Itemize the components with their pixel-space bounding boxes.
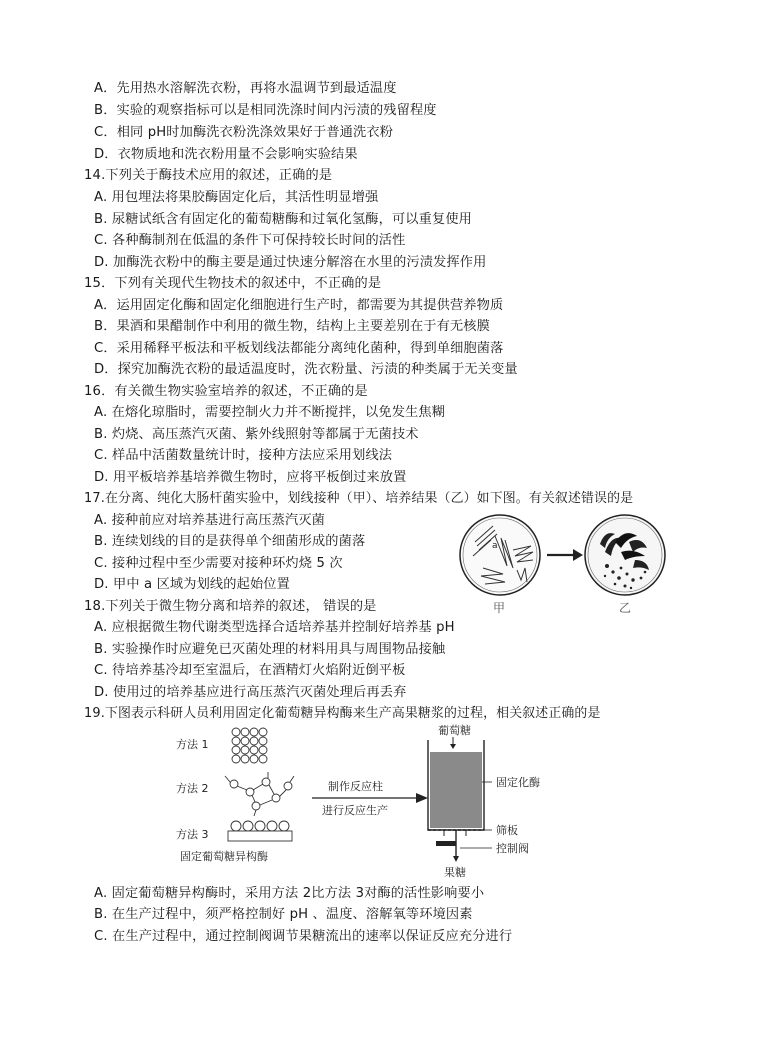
- arrow-top-label: 制作反应柱: [328, 780, 383, 793]
- streak-plate-jia: [460, 515, 540, 595]
- arrow-icon: [547, 549, 583, 561]
- q17-option-d: D. 甲中 a 区域为划线的起始位置: [94, 577, 290, 592]
- q17-option-a: A. 接种前应对培养基进行高压蒸汽灭菌: [94, 513, 326, 528]
- q19-stem: 19.下图表示科研人员利用固定化葡萄糖异构酶来生产高果糖浆的过程，相关叙述正确的是: [84, 706, 601, 721]
- glucose-in-arrow-icon: [450, 737, 456, 749]
- arrow-bottom-label: 进行反应生产: [322, 804, 388, 817]
- q17-option-b: B. 连续划线的目的是获得单个细菌形成的菌落: [94, 534, 366, 549]
- glucose-label: 葡萄糖: [438, 724, 471, 737]
- sieve-label: 筛板: [496, 824, 518, 837]
- q16-option-d: D. 用平板培养基培养微生物时，应将平板倒过来放置: [94, 470, 407, 485]
- method-1-label: 方法 1: [176, 738, 209, 751]
- culture-plate-yi: [585, 515, 665, 595]
- method-2-label: 方法 2: [176, 782, 209, 795]
- q19-option-a: A. 固定葡萄糖异构酶时，采用方法 2比方法 3对酶的活性影响要小: [94, 886, 485, 901]
- q16-option-a: A. 在熔化琼脂时，需要控制火力并不断搅拌，以免发生焦糊: [94, 405, 446, 420]
- q16-stem: 16．有关微生物实验室培养的叙述，不正确的是: [84, 384, 368, 399]
- q15-stem: 15．下列有关现代生物技术的叙述中，不正确的是: [84, 276, 382, 291]
- q18-stem: 18.下列关于微生物分离和培养的叙述， 错误的是: [84, 599, 377, 614]
- q16-option-b: B. 灼烧、高压蒸汽灭菌、紫外线照射等都属于无菌技术: [94, 427, 419, 442]
- q18-option-b: B. 实验操作时应避免已灭菌处理的材料用具与周围物品接触: [94, 642, 446, 657]
- q16-option-c: C. 样品中活菌数量统计时，接种方法应采用划线法: [94, 448, 393, 463]
- reactor-column: [428, 740, 484, 830]
- fructose-label: 果糖: [444, 866, 466, 879]
- q18-option-a: A. 应根据微生物代谢类型选择合适培养基并控制好培养基 pH: [94, 620, 455, 635]
- q13-option-d: D．衣物质地和洗衣粉用量不会影响实验结果: [94, 147, 358, 162]
- valve-label: 控制阀: [496, 842, 529, 855]
- label-jia: 甲: [493, 601, 506, 615]
- q14-option-b: B. 尿糖试纸含有固定化的葡萄糖酶和过氧化氢酶，可以重复使用: [94, 212, 472, 227]
- q17-stem: 17.在分离、纯化大肠杆菌实验中，划线接种（甲）、培养结果（乙）如下图。有关叙述错误的是: [84, 491, 634, 506]
- q17-option-c: C. 接种过程中至少需要对接种环灼烧 5 次: [94, 556, 343, 571]
- q15-option-b: B．果酒和果醋制作中利用的微生物，结构上主要差别在于有无核膜: [94, 319, 490, 334]
- immobilized-enzyme-label: 固定化酶: [496, 776, 540, 789]
- q14-option-c: C. 各种酶制剂在低温的条件下可保持较长时间的活性: [94, 233, 406, 248]
- q14-option-d: D. 加酶洗衣粉中的酶主要是通过快速分解溶在水里的污渍发挥作用: [94, 255, 487, 270]
- q19-reactor-figure: [170, 724, 560, 880]
- q14-stem: 14.下列关于酶技术应用的叙述，正确的是: [84, 168, 333, 183]
- q17-petri-dish-figure: [455, 508, 675, 620]
- q13-option-c: C．相同 pH时加酶洗衣粉洗涤效果好于普通洗衣粉: [94, 125, 394, 140]
- q15-option-d: D．探究加酶洗衣粉的最适温度时，洗衣粉量、污渍的种类属于无关变量: [94, 362, 518, 377]
- method-3-adsorption-icon: [228, 821, 292, 841]
- method-1-embedding-icon: [232, 728, 267, 763]
- process-arrow-icon: [312, 793, 428, 803]
- method-2-crosslink-icon: [225, 772, 294, 816]
- q18-option-d: D. 使用过的培养基应进行高压蒸汽灭菌处理后再丢弃: [94, 685, 407, 700]
- control-valve-icon: [436, 830, 456, 858]
- q19-option-c: C. 在生产过程中，通过控制阀调节果糖流出的速率以保证反应充分进行: [94, 929, 513, 944]
- q13-option-b: B．实验的观察指标可以是相同洗涤时间内污渍的残留程度: [94, 103, 437, 118]
- q15-option-a: A．运用固定化酶和固定化细胞进行生产时，都需要为其提供营养物质: [94, 298, 504, 313]
- q19-option-b: B. 在生产过程中，须严格控制好 pH 、温度、溶解氧等环境因素: [94, 907, 473, 922]
- label-yi: 乙: [619, 601, 632, 615]
- q14-option-a: A. 用包埋法将果胶酶固定化后，其活性明显增强: [94, 190, 379, 205]
- q13-option-a: A．先用热水溶解洗衣粉，再将水温调节到最适温度: [94, 81, 397, 96]
- q18-option-c: C. 待培养基冷却至室温后，在酒精灯火焰附近倒平板: [94, 663, 406, 678]
- fructose-out-arrow-icon: [453, 856, 459, 862]
- method-3-label: 方法 3: [176, 828, 209, 841]
- q15-option-c: C．采用稀释平板法和平板划线法都能分离纯化菌种，得到单细胞菌落: [94, 341, 504, 356]
- immobilize-caption: 固定葡萄糖异构酶: [180, 850, 268, 863]
- region-a-label: a: [492, 541, 498, 551]
